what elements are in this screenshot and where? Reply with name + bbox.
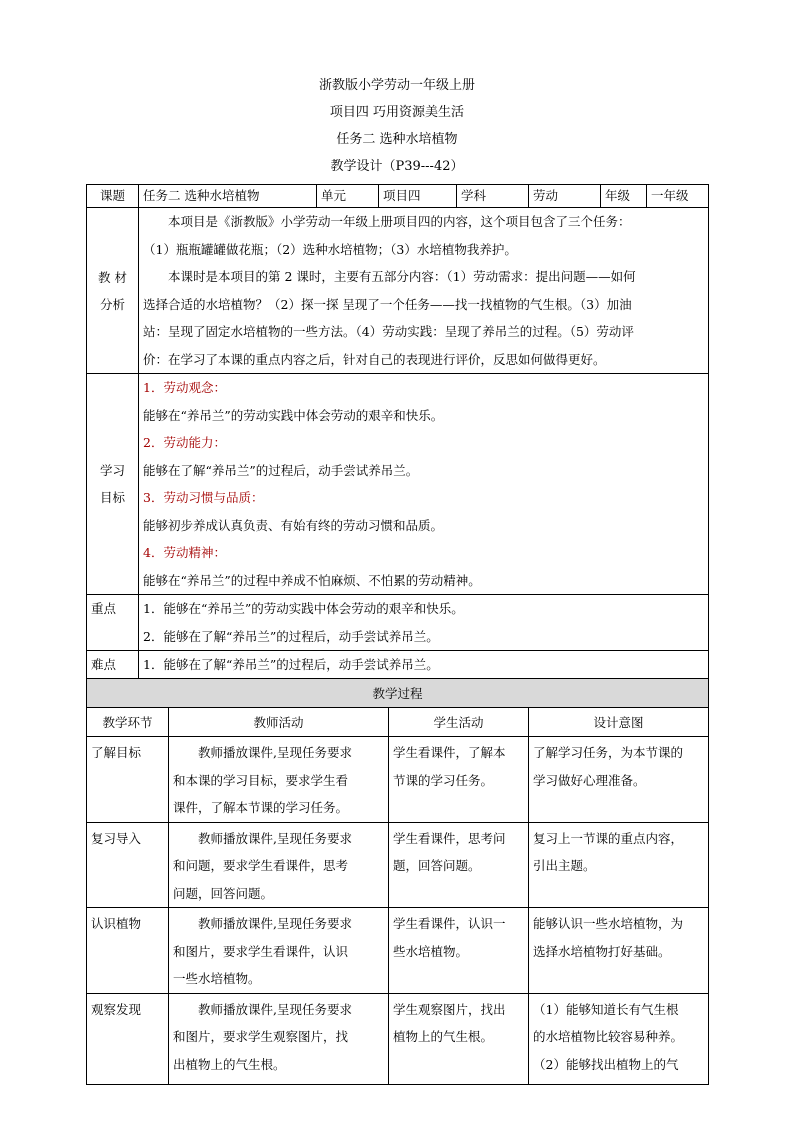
key-point-line: 1．能够在“养吊兰”的劳动实践中体会劳动的艰辛和快乐。 — [143, 601, 464, 616]
student-activity — [389, 993, 529, 1084]
process-banner-row — [87, 679, 709, 708]
text-line: 一些水培植物。 — [173, 971, 261, 986]
goals-label-b: 目标 — [99, 490, 125, 505]
text-line: 问题，回答问题。 — [173, 885, 274, 901]
text-line: 学生看课件，认识一 — [393, 916, 506, 931]
title-design: 教学设计（P39---42） — [330, 159, 464, 174]
col-header-teacher: 教师活动 — [169, 708, 389, 737]
difficulty — [139, 651, 709, 680]
step-name: 复习导入 — [87, 822, 169, 908]
text-line: 学生看课件，了解本 — [393, 745, 506, 760]
table-row — [87, 993, 709, 1084]
text-line: 和问题，要求学生看课件，思考 — [173, 858, 349, 873]
title-task: 任务二 选种水培植物 — [336, 132, 458, 147]
learning-goals — [139, 374, 709, 595]
teaching-process-table — [86, 678, 709, 1085]
material-line: 选择合适的水培植物？（2）探一探 呈现了一个任务——找一找植物的气生根。（3）加油 — [143, 296, 632, 312]
text-line: 的水培植物比较容易种养。 — [533, 1029, 684, 1044]
text-line: 了解学习任务，为本节课的 — [533, 745, 684, 760]
difficulty-label: 难点 — [87, 651, 139, 680]
design-intent — [529, 993, 709, 1084]
student-activity — [389, 908, 529, 994]
unit-label: 单元 — [317, 185, 379, 208]
text-line: 出植物上的气生根。 — [173, 1056, 286, 1072]
text-line: 引出主题。 — [533, 858, 596, 873]
material-line: 价：在学习了本课的重点内容之后，针对自己的表现进行评价，反思如何做得更好。 — [143, 351, 606, 367]
text-line: 课件，了解本节课的学习任务。 — [173, 800, 349, 815]
step-name: 了解目标 — [87, 737, 169, 823]
goals-label — [87, 374, 139, 595]
col-header-step: 教学环节 — [87, 708, 169, 737]
goal-heading: 1．劳动观念： — [143, 380, 226, 395]
text-line: 节课的学习任务。 — [393, 772, 494, 788]
goals-label-a: 学习 — [99, 463, 125, 478]
process-header-row — [87, 708, 709, 737]
text-line: 学生观察图片，找出 — [393, 1001, 506, 1017]
material-line: 站：呈现了固定水培植物的一些方法。（4）劳动实践：呈现了养吊兰的过程。（5）劳动评 — [143, 324, 634, 339]
grade-label: 年级 — [601, 185, 647, 208]
text-line: 复习上一节课的重点内容， — [533, 830, 684, 846]
difficulty-line: 1．能够在了解“养吊兰”的过程后，动手尝试养吊兰。 — [143, 657, 439, 672]
material-analysis — [139, 208, 709, 374]
process-banner: 教学过程 — [87, 679, 709, 708]
topic-value: 任务二 选种水培植物 — [139, 185, 317, 208]
unit-value: 项目四 — [379, 185, 457, 208]
goal-text: 能够在“养吊兰”的劳动实践中体会劳动的艰辛和快乐。 — [143, 407, 444, 423]
col-header-intent: 设计意图 — [529, 708, 709, 737]
text-line: 和本课的学习目标，要求学生看 — [173, 772, 349, 788]
subject-label: 学科 — [457, 185, 529, 208]
key-points-row — [87, 595, 709, 651]
material-line: 本课时是本项目的第 2 课时，主要有五部分内容：（1）劳动需求：提出问题——如何 — [168, 269, 636, 284]
table-row — [87, 737, 709, 823]
subject-value: 劳动 — [529, 185, 601, 208]
teacher-activity — [169, 908, 389, 994]
design-intent — [529, 908, 709, 994]
text-line: 植物上的气生根。 — [393, 1029, 494, 1044]
material-label-a: 教 材 — [98, 269, 127, 285]
text-line: 能够认识一些水培植物，为 — [533, 916, 684, 931]
text-line: （1）能够知道长有气生根 — [533, 1001, 679, 1017]
goal-heading: 4．劳动精神： — [143, 545, 226, 560]
goal-heading: 2．劳动能力： — [143, 435, 226, 450]
text-line: 学习做好心理准备。 — [533, 772, 646, 788]
text-line: 题，回答问题。 — [393, 858, 481, 873]
text-line: 选择水培植物打好基础。 — [533, 943, 671, 959]
text-line: 教师播放课件,呈现任务要求 — [198, 745, 352, 760]
title-project: 项目四 巧用资源美生活 — [329, 105, 465, 120]
document-title-block — [0, 72, 794, 180]
student-activity — [389, 737, 529, 823]
goal-text: 能够初步养成认真负责、有始有终的劳动习惯和品质。 — [143, 517, 444, 533]
text-line: 些水培植物。 — [393, 943, 469, 959]
material-line: 本项目是《浙教版》小学劳动一年级上册项目四的内容，这个项目包含了三个任务： — [168, 214, 631, 229]
text-line: 教师播放课件,呈现任务要求 — [198, 1001, 352, 1017]
teacher-activity — [169, 737, 389, 823]
table-row — [87, 822, 709, 908]
step-name: 观察发现 — [87, 993, 169, 1084]
table-row — [87, 908, 709, 994]
design-intent — [529, 737, 709, 823]
text-line: （2）能够找出植物上的气 — [533, 1056, 679, 1072]
col-header-student: 学生活动 — [389, 708, 529, 737]
key-points — [139, 595, 709, 651]
material-label — [87, 208, 139, 374]
material-label-b: 分析 — [99, 296, 125, 312]
text-line: 和图片，要求学生看课件，认识 — [173, 943, 349, 959]
info-row — [87, 185, 709, 208]
material-line: （1）瓶瓶罐罐做花瓶；（2）选种水培植物；（3）水培植物我养护。 — [143, 241, 517, 257]
goals-row — [87, 374, 709, 595]
grade-value: 一年级 — [647, 185, 709, 208]
step-name: 认识植物 — [87, 908, 169, 994]
key-points-label: 重点 — [87, 595, 139, 651]
lesson-info-table — [86, 184, 709, 680]
text-line: 和图片，要求学生观察图片，找 — [173, 1029, 349, 1044]
difficulty-row — [87, 651, 709, 680]
text-line: 教师播放课件,呈现任务要求 — [198, 830, 352, 846]
key-point-line: 2．能够在了解“养吊兰”的过程后，动手尝试养吊兰。 — [143, 628, 439, 644]
goal-text: 能够在了解“养吊兰”的过程后，动手尝试养吊兰。 — [143, 462, 419, 478]
design-intent — [529, 822, 709, 908]
text-line: 学生看课件，思考问 — [393, 830, 506, 846]
teacher-activity — [169, 993, 389, 1084]
goal-text: 能够在“养吊兰”的过程中养成不怕麻烦、不怕累的劳动精神。 — [143, 572, 481, 588]
goal-heading: 3．劳动习惯与品质： — [143, 490, 264, 505]
teacher-activity — [169, 822, 389, 908]
material-row — [87, 208, 709, 374]
topic-label: 课题 — [87, 185, 139, 208]
student-activity — [389, 822, 529, 908]
title-book: 浙教版小学劳动一年级上册 — [318, 78, 475, 93]
text-line: 教师播放课件,呈现任务要求 — [198, 916, 352, 931]
